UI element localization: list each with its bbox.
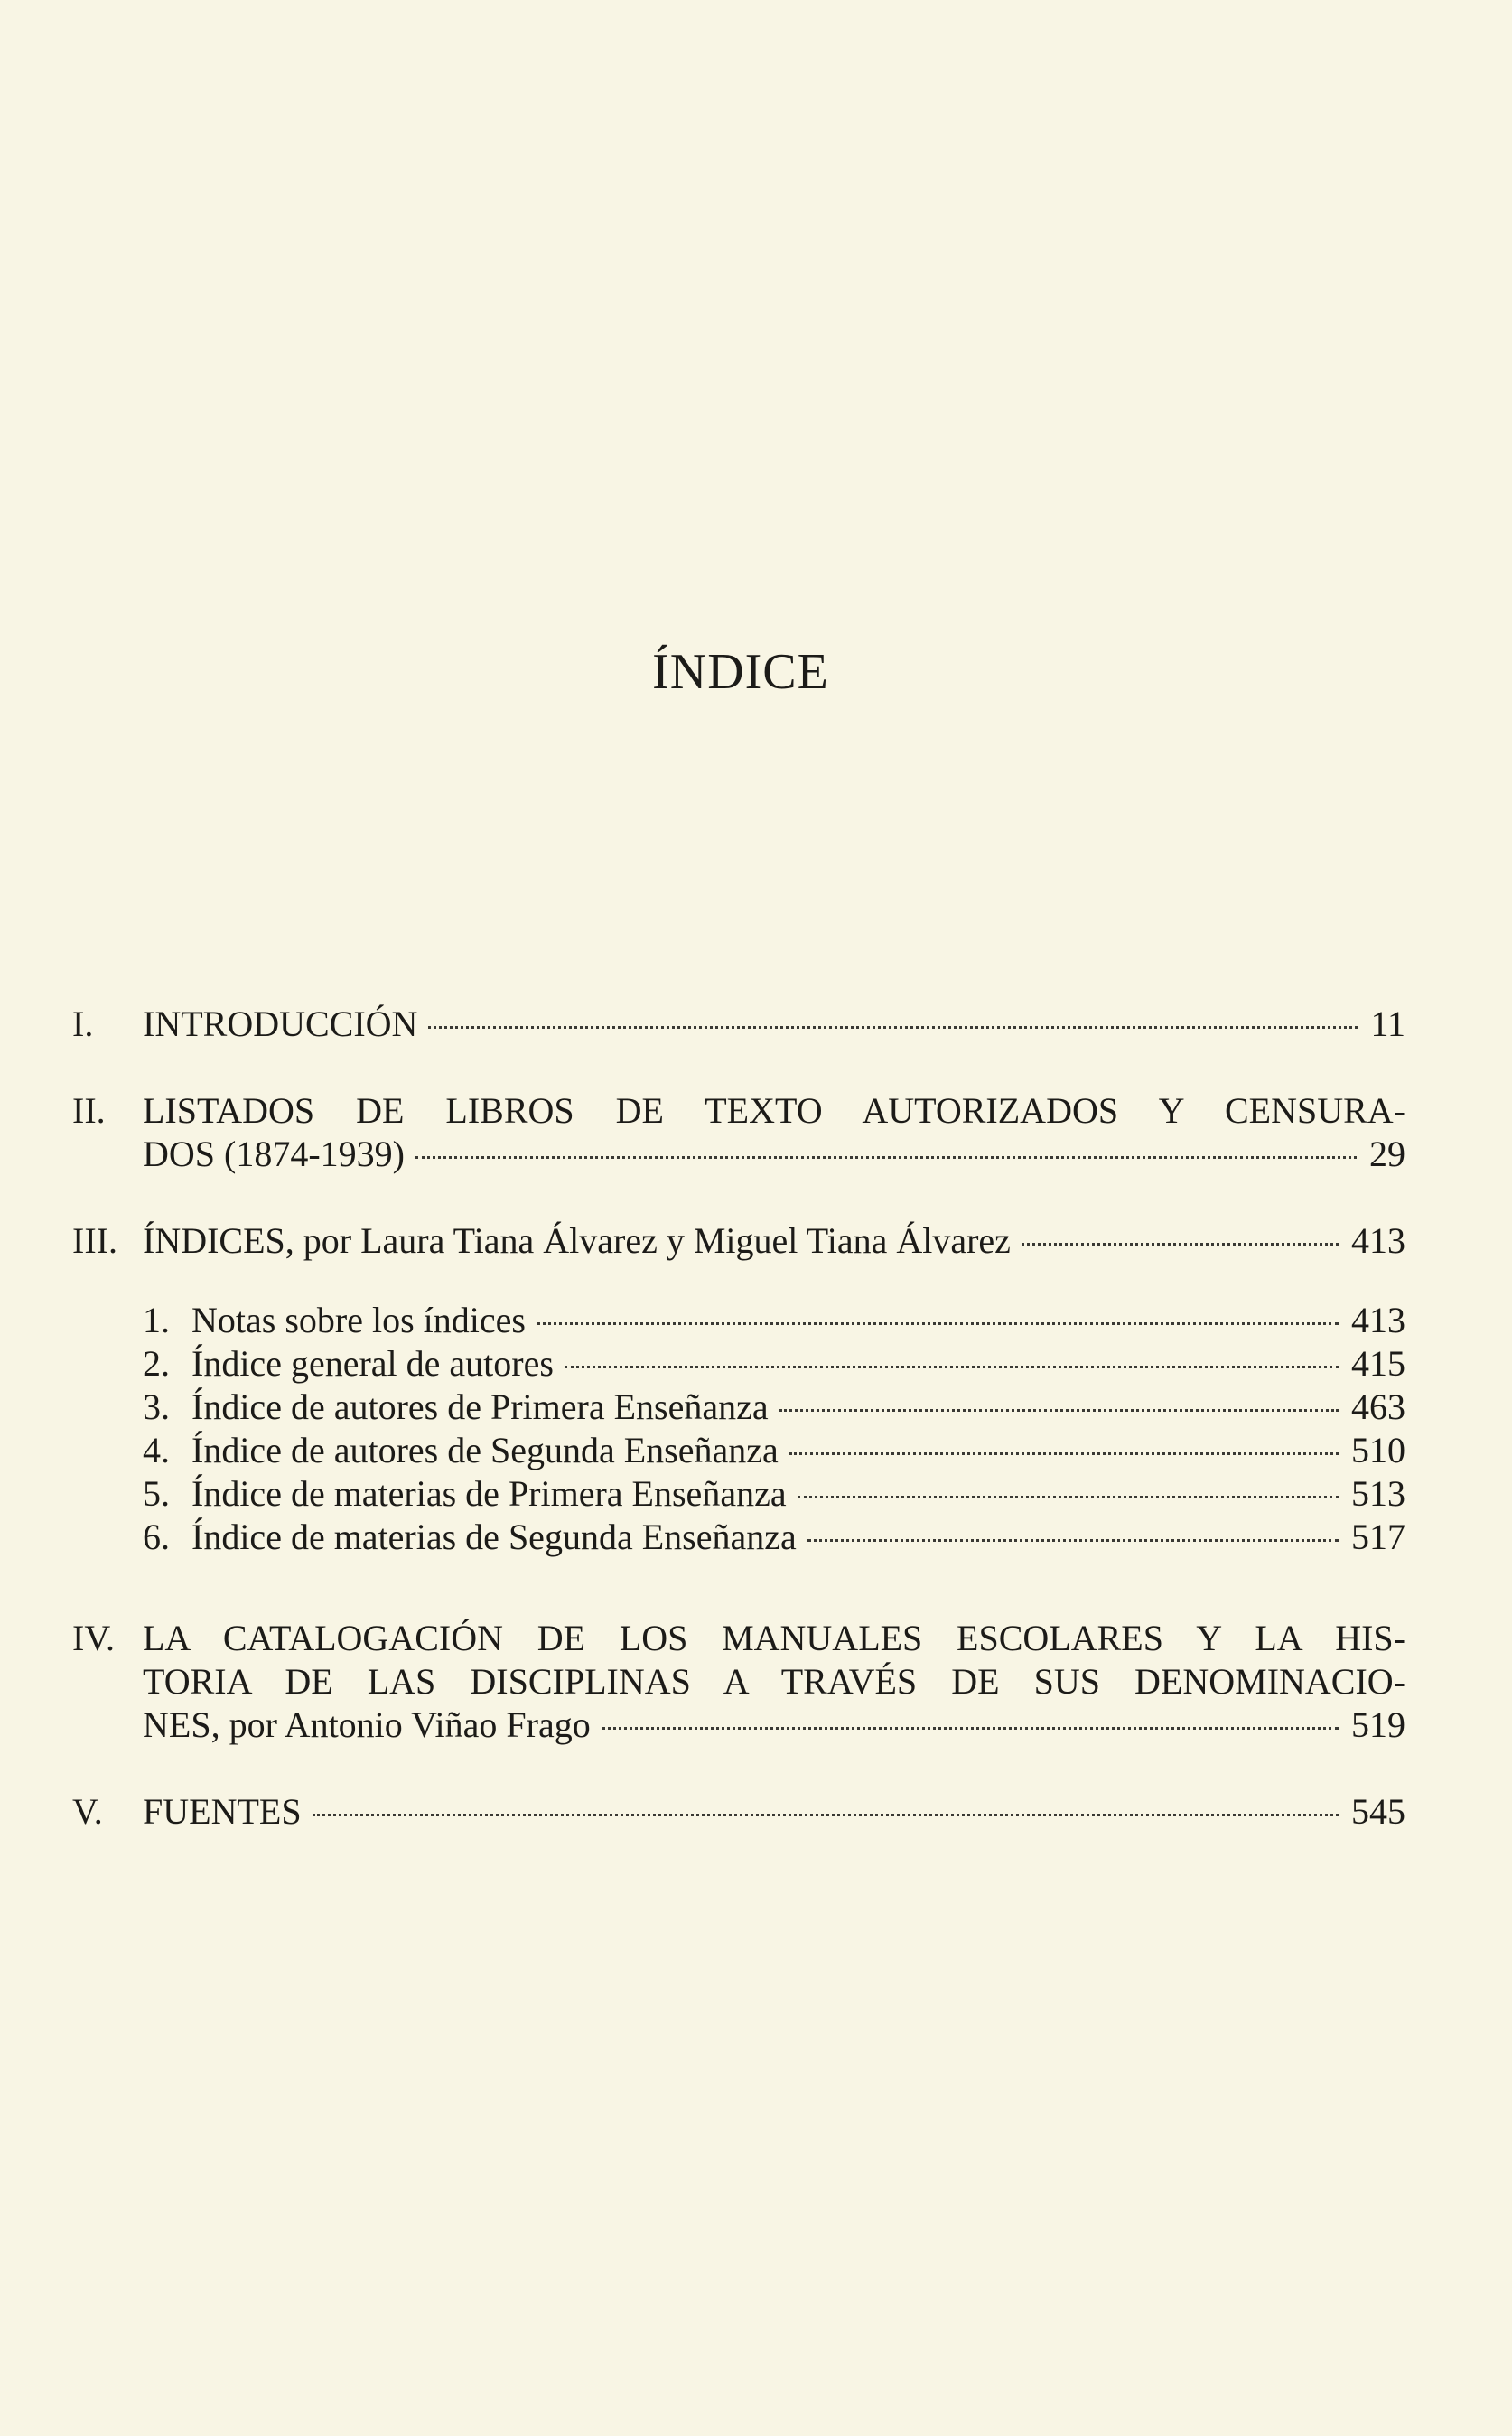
subsection-numeral: 4. — [143, 1430, 170, 1470]
section-title: DOS (1874-1939) — [143, 1134, 405, 1174]
subsection-title: Índice de materias de Primera Enseñanza — [191, 1473, 787, 1514]
page-number: 545 — [1351, 1791, 1405, 1832]
dot-leader — [779, 1409, 1339, 1412]
subsection-title: Índice de materias de Segunda Enseñanza — [191, 1517, 797, 1557]
page-number: 519 — [1351, 1704, 1405, 1745]
dot-leader — [602, 1727, 1339, 1730]
page-number: 510 — [1351, 1430, 1405, 1470]
table-of-contents — [72, 1003, 1405, 1834]
page-number: 463 — [1351, 1386, 1405, 1427]
page-number: 413 — [1351, 1300, 1405, 1340]
toc-entry-fuentes[interactable] — [72, 1790, 1405, 1834]
section-numeral: I. — [72, 1003, 94, 1044]
section-title: NES, por Antonio Viñao Frago — [143, 1704, 591, 1745]
toc-subentry[interactable] — [143, 1516, 1405, 1559]
section-numeral: II. — [72, 1090, 106, 1131]
section-title-line: LISTADOS DE LIBROS DE TEXTO AUTORIZADOS Y CENSURA- — [143, 1090, 1405, 1131]
subsection-numeral: 2. — [143, 1343, 170, 1384]
toc-entry-listados[interactable] — [72, 1089, 1405, 1176]
subsection-title: Índice general de autores — [191, 1343, 554, 1384]
toc-entry-indices[interactable] — [72, 1219, 1405, 1263]
toc-subentry[interactable] — [143, 1472, 1405, 1516]
section-numeral: IV. — [72, 1618, 116, 1658]
section-title-line: LA CATALOGACIÓN DE LOS MANUALES ESCOLARES Y LA HIS- — [143, 1618, 1405, 1658]
subsection-title: Índice de autores de Segunda Enseñanza — [191, 1430, 779, 1470]
subsection-list — [72, 1299, 1405, 1559]
toc-subentry[interactable] — [143, 1386, 1405, 1429]
subsection-numeral: 3. — [143, 1386, 170, 1427]
dot-leader — [415, 1156, 1357, 1159]
toc-entry-catalogacion[interactable] — [72, 1617, 1405, 1747]
page-number: 513 — [1351, 1473, 1405, 1514]
page-number: 413 — [1351, 1220, 1405, 1261]
dot-leader — [313, 1814, 1339, 1816]
section-title: ÍNDICES, por Laura Tiana Álvarez y Miguel Tiana Álvarez — [143, 1220, 1011, 1261]
section-numeral: III. — [72, 1220, 117, 1261]
dot-leader — [789, 1452, 1339, 1455]
toc-subentry[interactable] — [143, 1429, 1405, 1472]
section-title: FUENTES — [143, 1791, 302, 1832]
dot-leader — [565, 1366, 1339, 1368]
page-number: 29 — [1369, 1134, 1405, 1174]
dot-leader — [537, 1322, 1339, 1325]
section-numeral: V. — [72, 1791, 103, 1832]
toc-entry-introduccion[interactable] — [72, 1003, 1405, 1046]
subsection-title: Notas sobre los índices — [191, 1300, 526, 1340]
section-title-line: TORIA DE LAS DISCIPLINAS A TRAVÉS DE SUS DENOMINACIO- — [143, 1661, 1405, 1702]
dot-leader — [798, 1496, 1339, 1498]
dot-leader — [807, 1539, 1339, 1542]
toc-subentry[interactable] — [143, 1342, 1405, 1386]
page-title: ÍNDICE — [652, 644, 829, 700]
dot-leader — [1022, 1243, 1339, 1246]
toc-subentry[interactable] — [143, 1299, 1405, 1342]
page-number: 415 — [1351, 1343, 1405, 1384]
subsection-numeral: 1. — [143, 1300, 170, 1340]
dot-leader — [428, 1026, 1358, 1029]
page-number: 11 — [1370, 1003, 1405, 1044]
subsection-numeral: 5. — [143, 1473, 170, 1514]
subsection-numeral: 6. — [143, 1517, 170, 1557]
page-number: 517 — [1351, 1517, 1405, 1557]
subsection-title: Índice de autores de Primera Enseñanza — [191, 1386, 769, 1427]
section-title: INTRODUCCIÓN — [143, 1003, 418, 1044]
